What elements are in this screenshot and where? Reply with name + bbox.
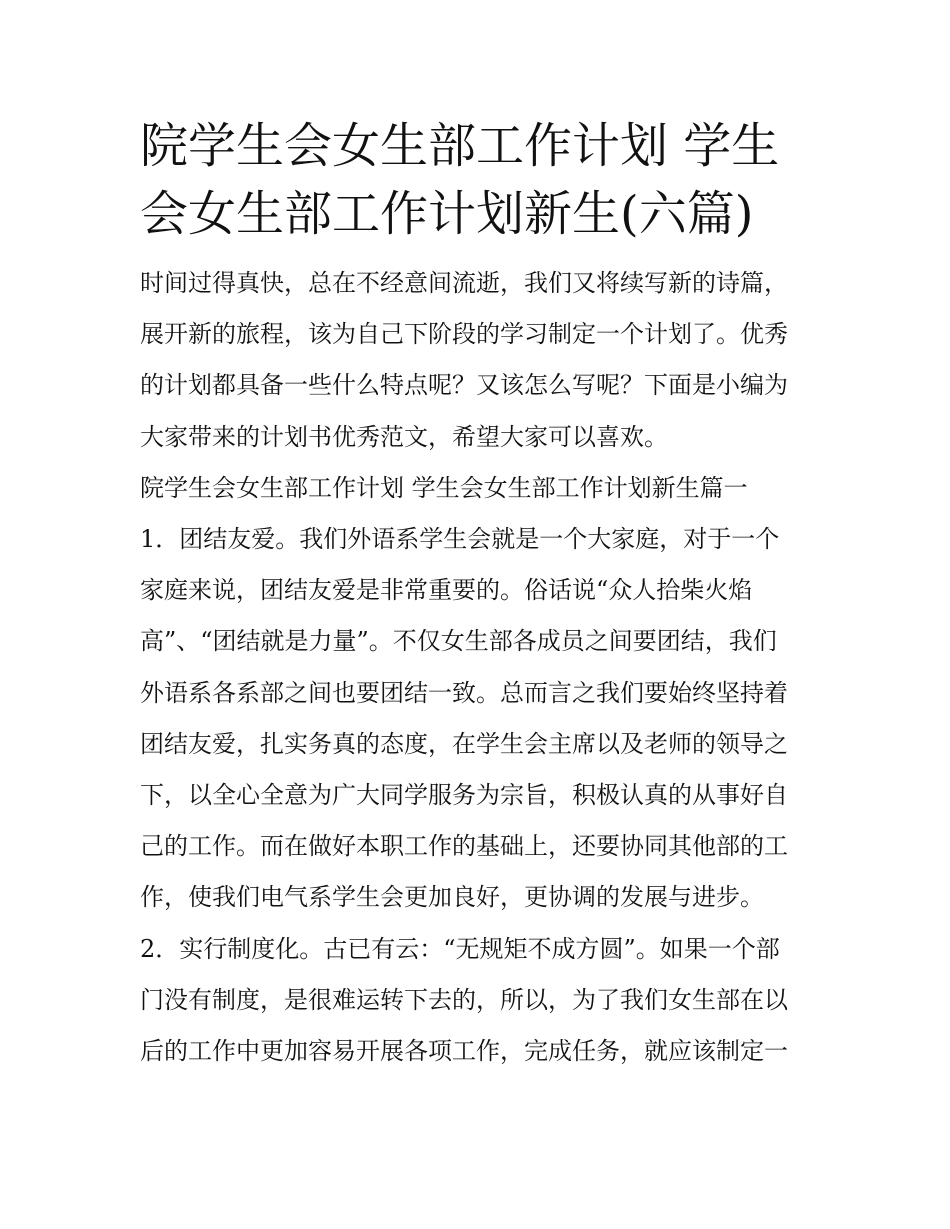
body-line: 大家带来的计划书优秀范文，希望大家可以喜欢。 bbox=[140, 422, 668, 451]
body-line: 外语系各系部之间也要团结一致。总而言之我们要始终坚持着 bbox=[140, 678, 788, 707]
body-line: 团结友爱，扎实务真的态度，在学生会主席以及老师的领导之 bbox=[140, 729, 788, 758]
document-page bbox=[140, 112, 816, 1077]
body-line: 己的工作。而在做好本职工作的基础上，还要协同其他部的工 bbox=[140, 832, 788, 861]
body-line: 时间过得真快，总在不经意间流逝，我们又将续写新的诗篇， bbox=[140, 269, 788, 297]
body-line: 1．团结友爱。我们外语系学生会就是一个大家庭，对于一个 bbox=[140, 525, 780, 554]
body-line: 的计划都具备一些什么特点呢？又该怎么写呢？下面是小编为 bbox=[140, 371, 788, 400]
body-line: 下，以全心全意为广大同学服务为宗旨，积极认真的从事好自 bbox=[140, 781, 788, 810]
document-title bbox=[140, 112, 816, 248]
body-line: 后的工作中更加容易开展各项工作，完成任务，就应该制定一 bbox=[140, 1037, 788, 1066]
body-line: 门没有制度，是很难运转下去的，所以，为了我们女生部在以 bbox=[140, 985, 788, 1014]
body-line: 高”、“团结就是力量”。不仅女生部各成员之间要团结，我们 bbox=[140, 627, 777, 656]
body-line: 作，使我们电气系学生会更加良好，更协调的发展与进步。 bbox=[140, 883, 764, 912]
body-line: 展开新的旅程，该为自己下阶段的学习制定一个计划了。优秀 bbox=[140, 320, 788, 349]
title-line: 院学生会女生部工作计划 学生 bbox=[140, 118, 780, 174]
document-body bbox=[140, 258, 816, 1077]
section-heading: 院学生会女生部工作计划 学生会女生部工作计划新生篇一 bbox=[140, 473, 748, 502]
body-line: 2．实行制度化。古已有云：“无规矩不成方圆”。如果一个部 bbox=[140, 934, 780, 963]
body-line: 家庭来说，团结友爱是非常重要的。俗话说“众人拾柴火焰 bbox=[140, 576, 753, 605]
title-line: 会女生部工作计划新生(六篇) bbox=[140, 186, 754, 242]
